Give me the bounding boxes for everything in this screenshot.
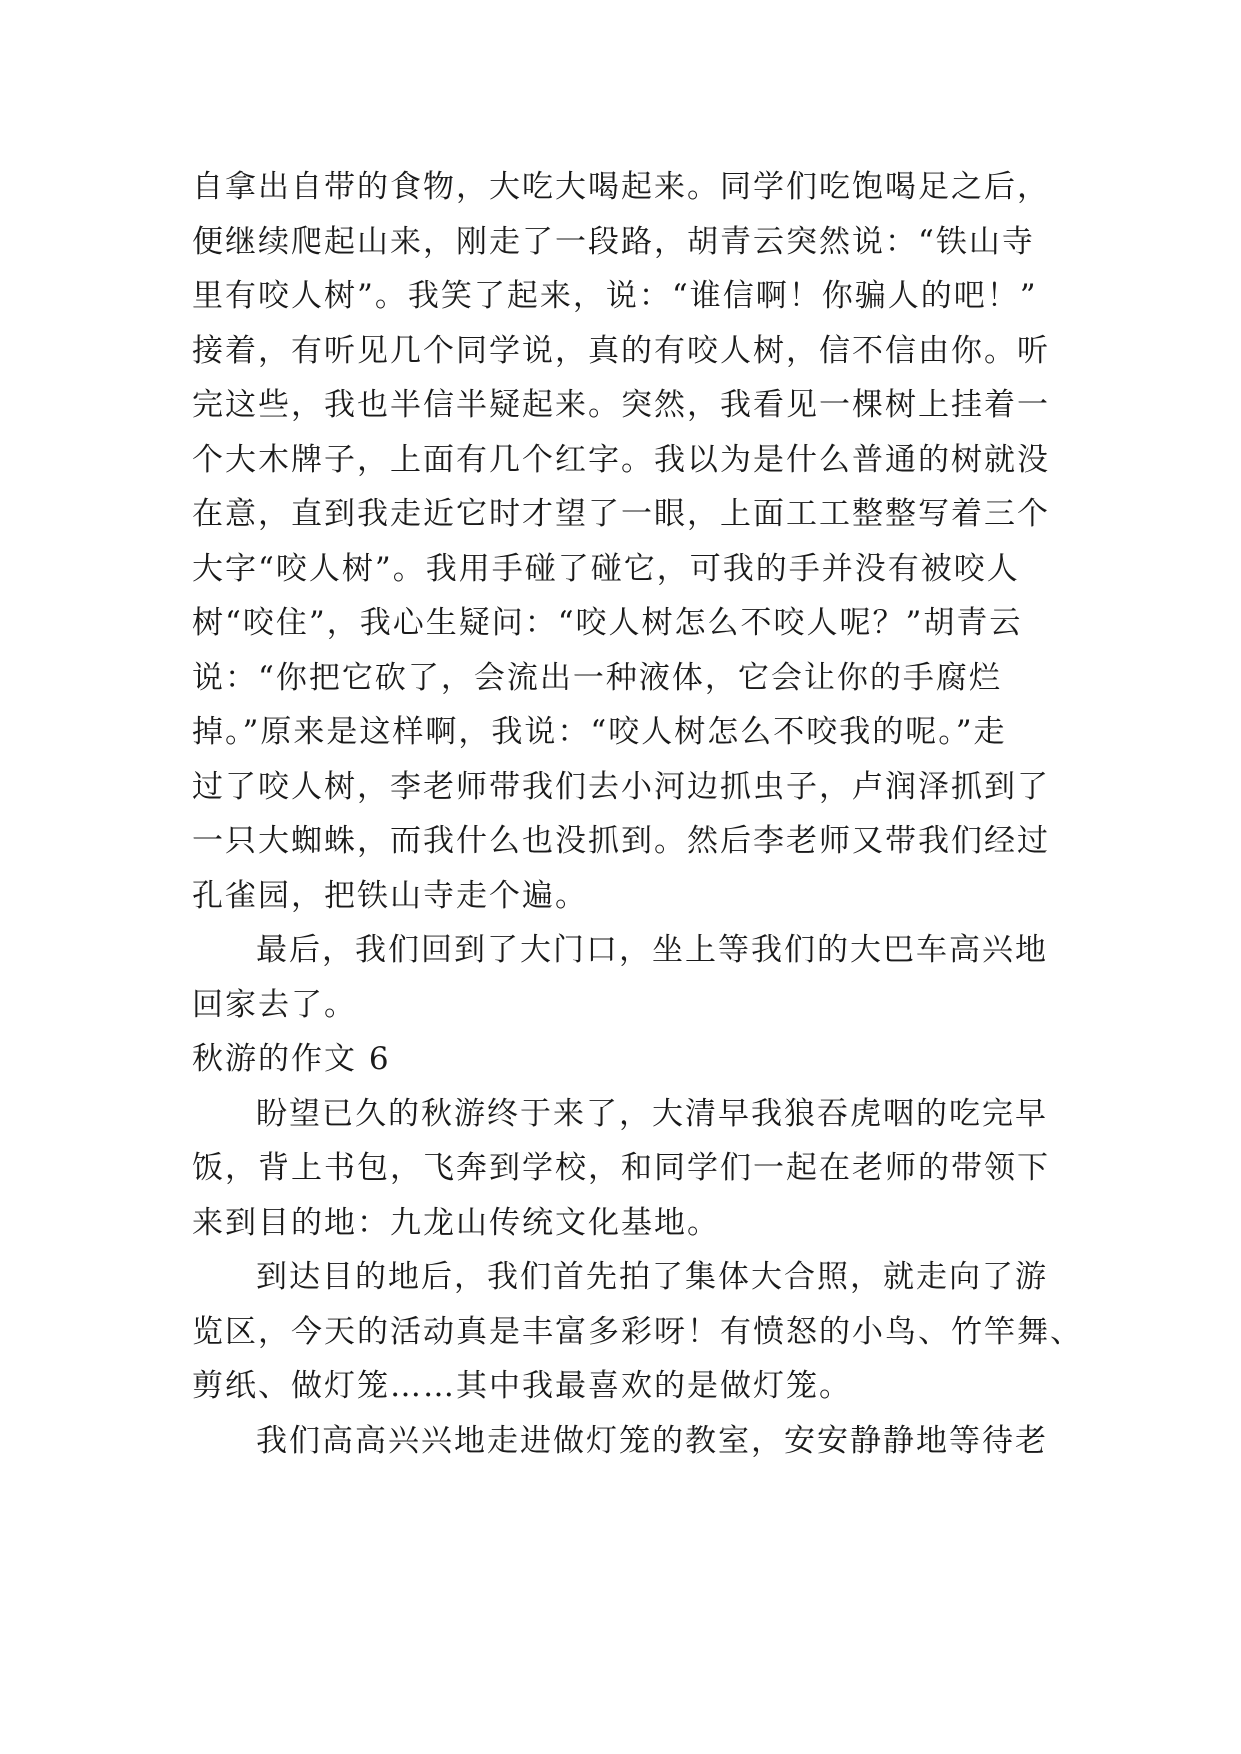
text-line: 一只大蜘蛛，而我什么也没抓到。然后李老师又带我们经过 [192,823,1050,859]
text-line: 树“咬住”，我心生疑问：“咬人树怎么不咬人呢？”胡青云 [192,605,1023,641]
text-line: 掉。”原来是这样啊，我说：“咬人树怎么不咬我的呢。”走 [192,714,1007,750]
text-line: 剪纸、做灯笼……其中我最喜欢的是做灯笼。 [192,1368,852,1404]
text-line: 到达目的地后，我们首先拍了集体大合照，就走向了游 [256,1259,1048,1295]
text-line: 说：“你把它砍了，会流出一种液体，它会让你的手腐烂 [192,659,1002,696]
text-line: 来到目的地：九龙山传统文化基地。 [192,1204,720,1241]
text-line: 便继续爬起山来，刚走了一段路，胡青云突然说：“铁山寺 [192,223,1035,260]
text-line: 孔雀园，把铁山寺走个遍。 [192,877,588,914]
text-line: 盼望已久的秋游终于来了，大清早我狼吞虎咽的吃完早 [256,1095,1048,1132]
text-line: 我们高高兴兴地走进做灯笼的教室，安安静静地等待老 [256,1422,1048,1459]
text-line: 在意，直到我走近它时才望了一眼，上面工工整整写着三个 [192,496,1050,532]
text-line: 完这些，我也半信半疑起来。突然，我看见一棵树上挂着一 [192,387,1050,423]
text-line: 接着，有听见几个同学说，真的有咬人树，信不信由你。听 [192,332,1050,369]
text-line: 过了咬人树，李老师带我们去小河边抓虫子，卢润泽抓到了 [192,768,1050,805]
text-line: 览区，今天的活动真是丰富多彩呀！有愤怒的小鸟、竹竿舞、 [192,1313,1083,1350]
text-line: 最后，我们回到了大门口，坐上等我们的大巴车高兴地 [256,932,1048,968]
section-heading: 秋游的作文 6 [192,1041,391,1077]
text-line: 自拿出自带的食物，大吃大喝起来。同学们吃饱喝足之后， [192,169,1050,205]
text-line: 大字“咬人树”。我用手碰了碰它，可我的手并没有被咬人 [192,550,1020,587]
text-line: 个大木牌子，上面有几个红字。我以为是什么普通的树就没 [192,441,1050,478]
text-line: 饭，背上书包，飞奔到学校，和同学们一起在老师的带领下 [192,1150,1050,1186]
text-line: 里有咬人树”。我笑了起来，说：“谁信啊！你骗人的吧！” [192,278,1038,314]
document-body [192,160,1083,1468]
text-line: 回家去了。 [192,986,357,1023]
